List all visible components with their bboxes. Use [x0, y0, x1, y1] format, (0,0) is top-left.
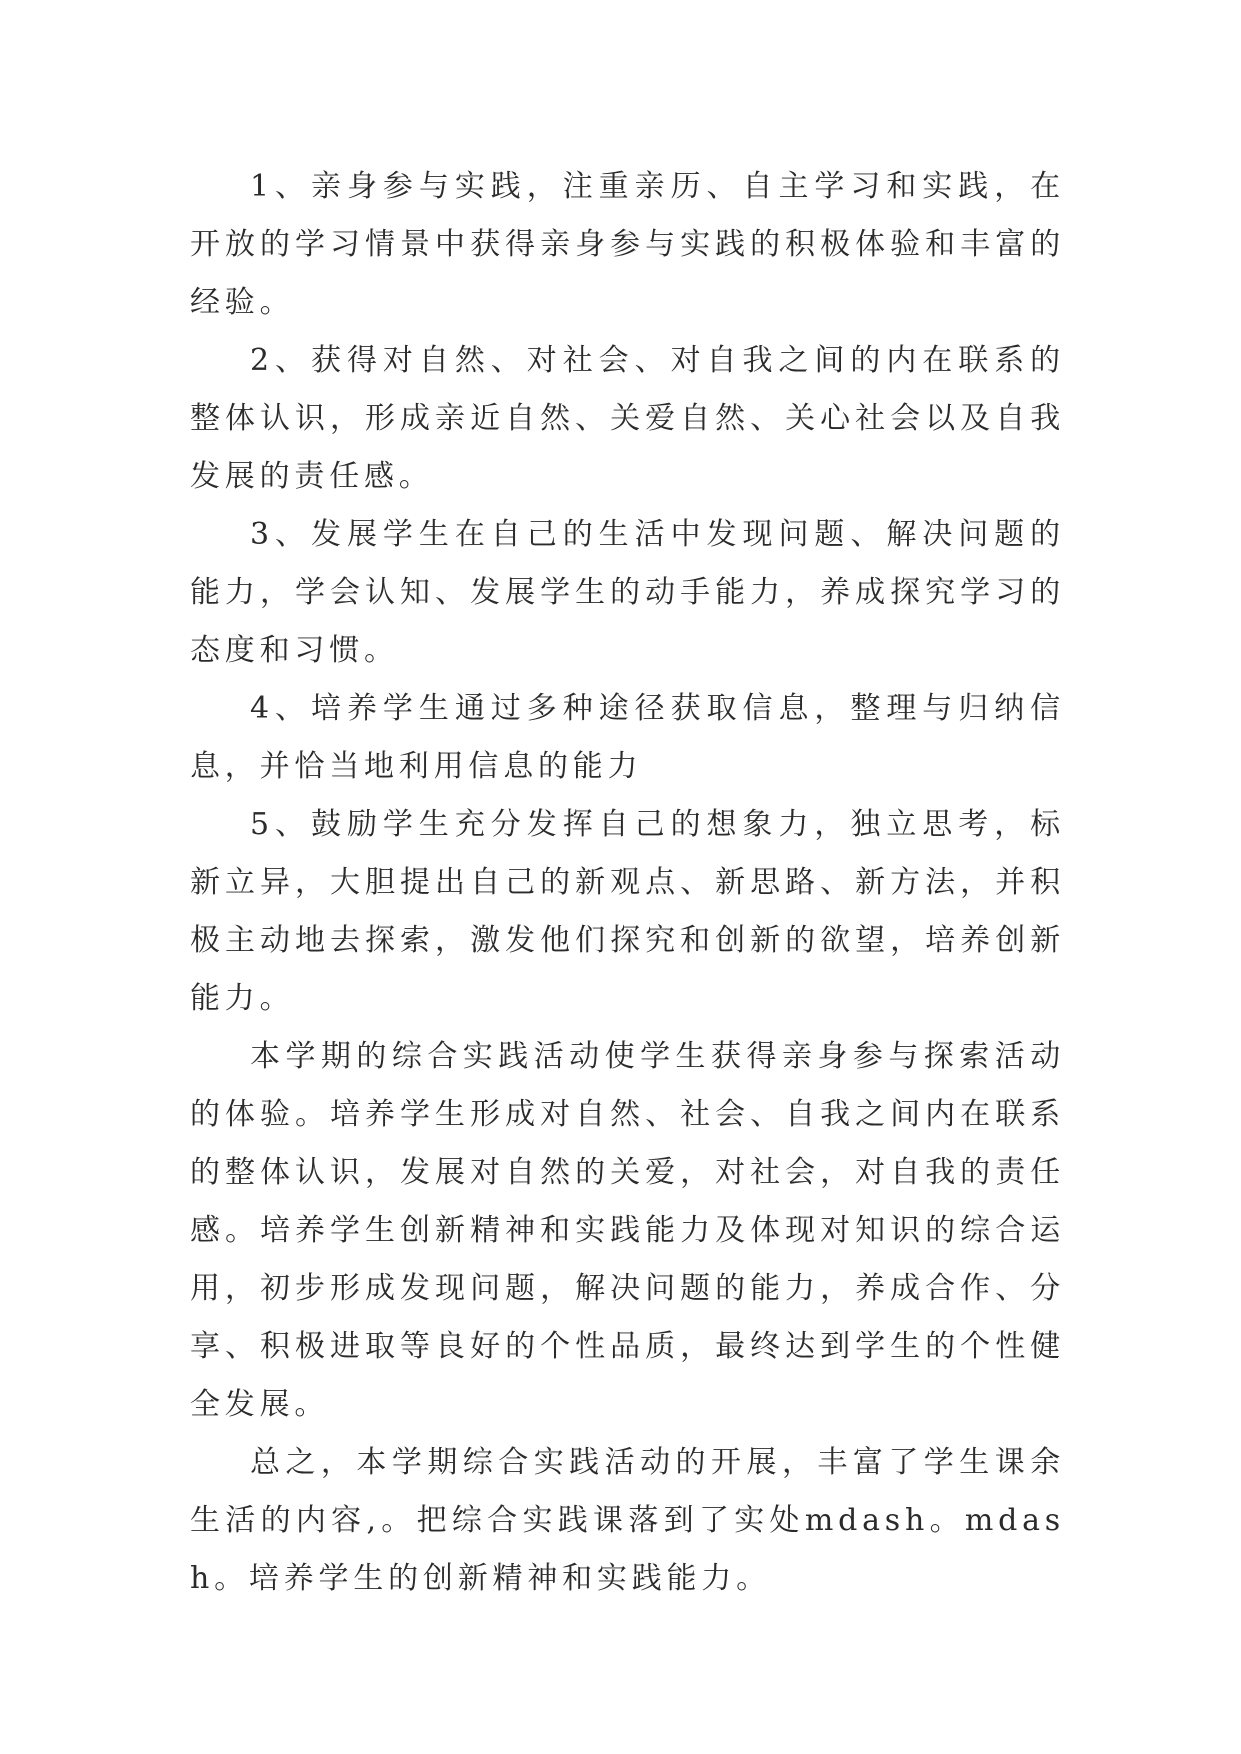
paragraph-1: 1、亲身参与实践，注重亲历、自主学习和实践，在开放的学习情景中获得亲身参与实践的积极体验和丰富的经验。 [190, 169, 1065, 320]
paragraph-2: 2、获得对自然、对社会、对自我之间的内在联系的整体认识，形成亲近自然、关爱自然、关心社会以及自我发展的责任感。 [190, 343, 1065, 494]
paragraph-4: 4、培养学生通过多种途径获取信息，整理与归纳信息，并恰当地利用信息的能力 [190, 691, 1065, 784]
paragraph-3: 3、发展学生在自己的生活中发现问题、解决问题的能力，学会认知、发展学生的动手能力，养成探究学习的态度和习惯。 [190, 517, 1065, 668]
paragraph-summary: 本学期的综合实践活动使学生获得亲身参与探索活动的体验。培养学生形成对自然、社会、自我之间内在联系的整体认识，发展对自然的关爱，对社会，对自我的责任感。培养学生创新精神和实践能力及体现对知识的综合运用，初步形成发现问题，解决问题的能力，养成合作、分享、积极进取等良好的个性品质，最终达到学生的个性健全发展。 [190, 1039, 1065, 1422]
paragraph-5: 5、鼓励学生充分发挥自己的想象力，独立思考，标新立异，大胆提出自己的新观点、新思路、新方法，并积极主动地去探索，激发他们探究和创新的欲望，培养创新能力。 [190, 807, 1065, 1016]
document-body [190, 158, 1065, 1608]
paragraph-conclusion: 总之，本学期综合实践活动的开展，丰富了学生课余生活的内容,。把综合实践课落到了实处mdash。mdash。培养学生的创新精神和实践能力。 [190, 1445, 1065, 1596]
